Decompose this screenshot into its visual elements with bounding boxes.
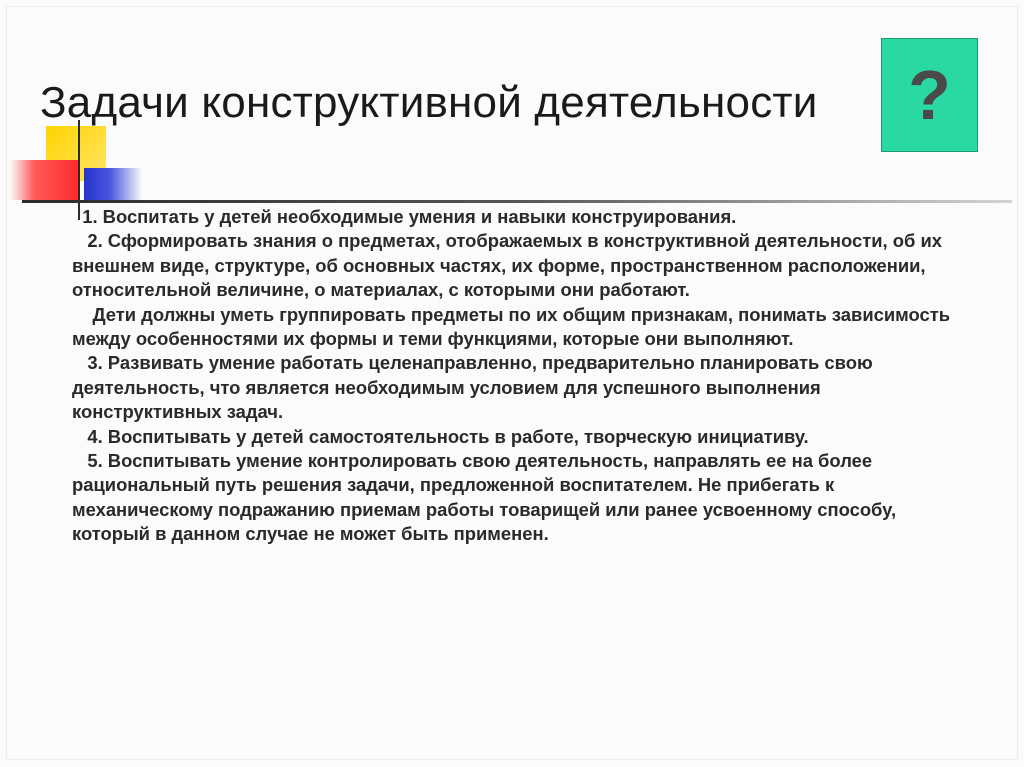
paragraph-task-3: 3. Развивать умение работать целенаправленно, предварительно планировать свою деятельность, что является необходимым условием для успешного выполнения конструктивных задач. <box>72 352 878 423</box>
question-mark-icon: ? <box>908 56 951 134</box>
paragraph-task-2-note: Дети должны уметь группировать предметы по их общим признакам, понимать зависимость между особенностями их формы и теми функциями, которые они выполняют. <box>72 303 956 350</box>
paragraph-task-2: 2. Сформировать знания о предметах, отображаемых в конструктивной деятельности, об их внешнем виде, структуре, об основных частях, их форме, пространственном расположении, относительной величине, о материалах, с которыми они работают. <box>72 230 948 301</box>
paragraph-task-5: 5. Воспитывать умение контролировать свою деятельность, направлять ее на более рациональный путь решения задачи, предложенной воспитателем. Не прибегать к механическому подражанию приемам работы товарищей или ранее усвоенному способу, который в данном случае не может быть применен. <box>72 450 902 545</box>
title-underline <box>22 200 1012 203</box>
paragraph-task-1: 1. Воспитать у детей необходимые умения и навыки конструирования. <box>72 206 737 227</box>
decor-blue-square <box>84 168 142 202</box>
help-button[interactable] <box>881 38 978 152</box>
slide-body <box>72 205 972 547</box>
decor-red-square <box>10 160 80 200</box>
paragraph-task-4: 4. Воспитывать у детей самостоятельность в работе, творческую инициативу. <box>72 425 809 447</box>
slide-title: Задачи конструктивной деятельности <box>40 78 818 127</box>
